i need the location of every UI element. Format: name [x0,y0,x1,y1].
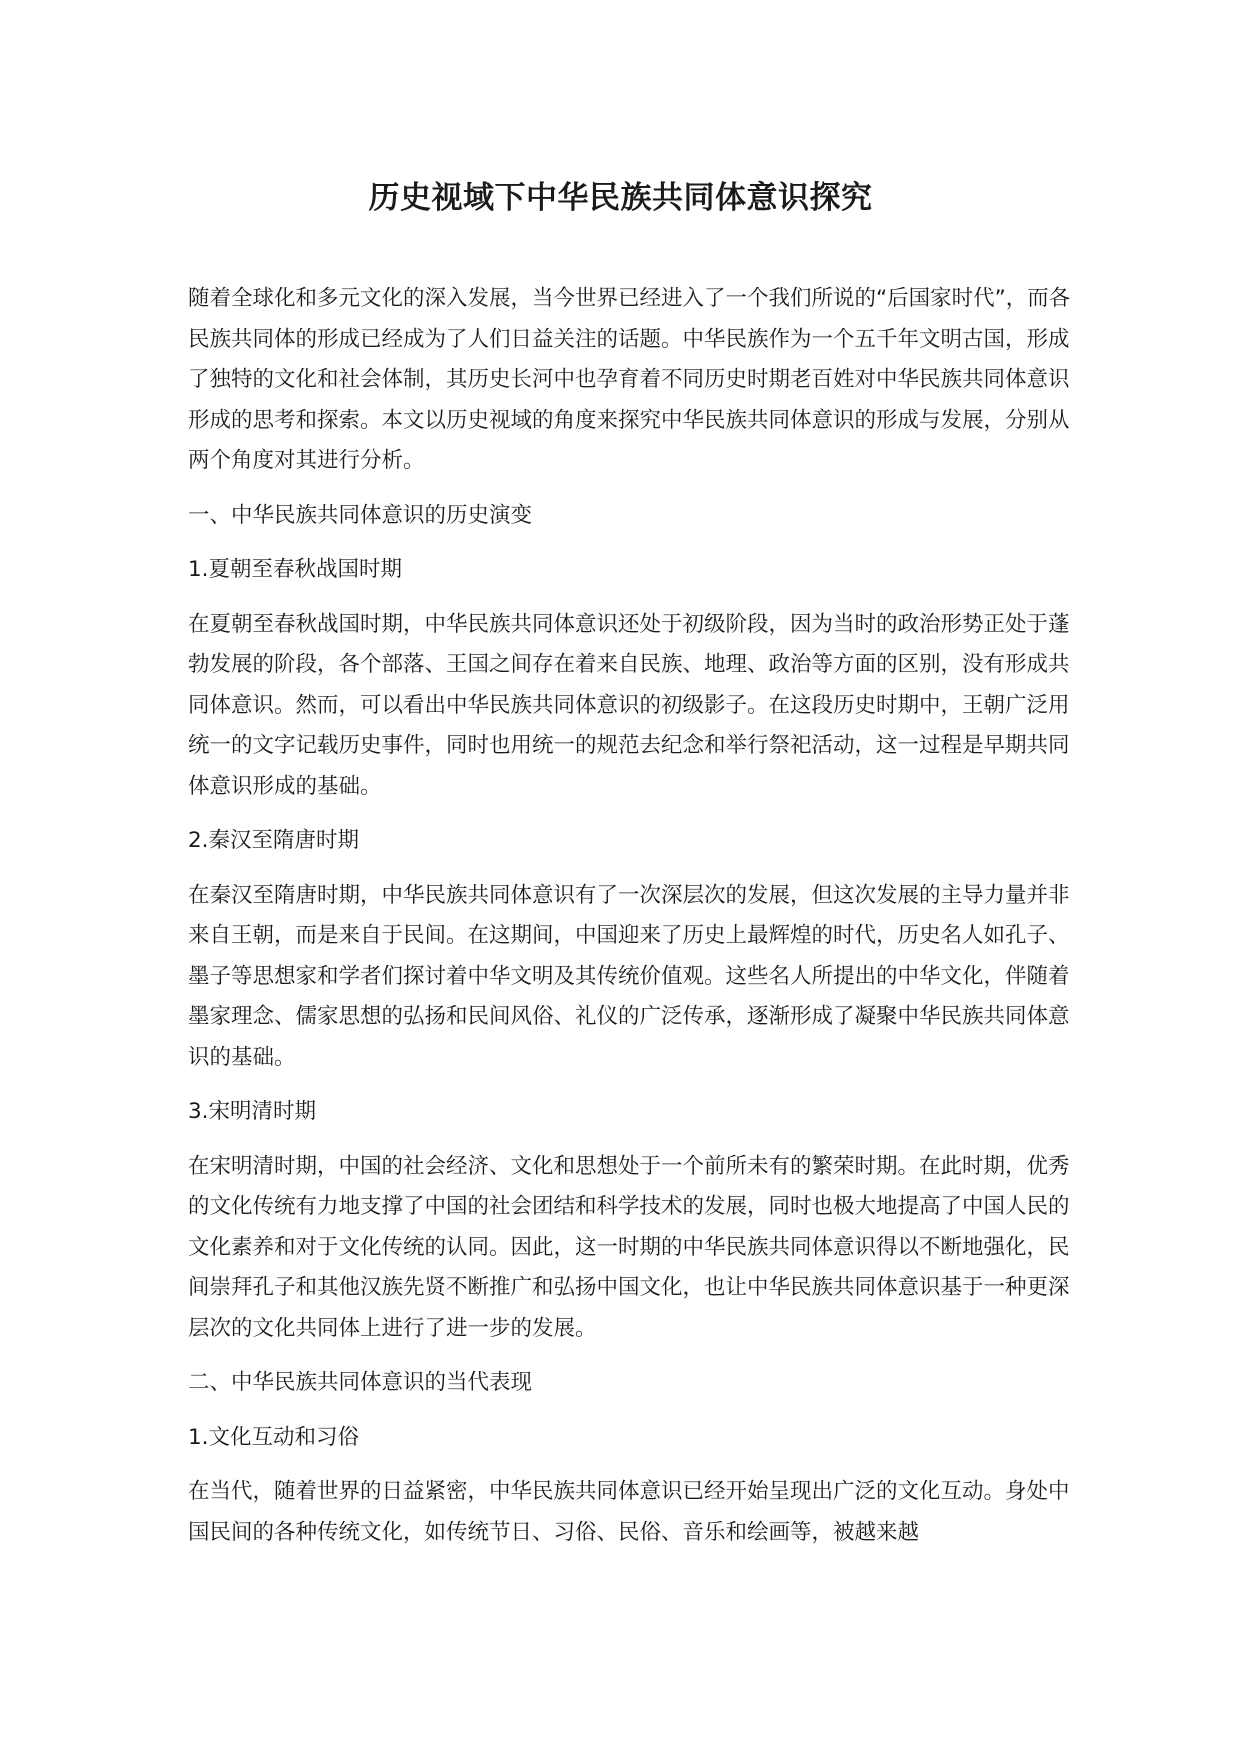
paragraph-intro: 随着全球化和多元文化的深入发展，当今世界已经进入了一个我们所说的“后国家时代”，而各民族共同体的形成已经成为了人们日益关注的话题。中华民族作为一个五千年文明古国，形成了独特的文化和社会体制，其历史长河中也孕育着不同历史时期老百姓对中华民族共同体意识形成的思考和探索。本文以历史视域的角度来探究中华民族共同体意识的形成与发展，分别从两个角度对其进行分析。 [188,286,1071,473]
subheading-qin-sui-tang: 2.秦汉至隋唐时期 [188,828,360,853]
section-heading-contemporary: 二、中华民族共同体意识的当代表现 [188,1370,533,1395]
document-body [188,279,1088,1567]
document-title: 历史视域下中华民族共同体意识探究 [368,180,873,216]
paragraph-cultural-interaction: 在当代，随着世界的日益紧密，中华民族共同体意识已经开始呈现出广泛的文化互动。身处中国民间的各种传统文化，如传统节日、习俗、民俗、音乐和绘画等，被越来越 [188,1479,1070,1545]
paragraph-song-ming-qing: 在宋明清时期，中国的社会经济、文化和思想处于一个前所未有的繁荣时期。在此时期，优秀的文化传统有力地支撑了中国的社会团结和科学技术的发展，同时也极大地提高了中国人民的文化素养和对于文化传统的认同。因此，这一时期的中华民族共同体意识得以不断地强化，民间崇拜孔子和其他汉族先贤不断推广和弘扬中国文化，也让中华民族共同体意识基于一种更深层次的文化共同体上进行了进一步的发展。 [188,1153,1070,1341]
subheading-cultural-interaction: 1.文化互动和习俗 [188,1424,360,1450]
section-heading-history: 一、中华民族共同体意识的历史演变 [188,502,533,528]
paragraph-xia-warring-states: 在夏朝至春秋战国时期，中华民族共同体意识还处于初级阶段，因为当时的政治形势正处于蓬勃发展的阶段，各个部落、王国之间存在着来自民族、地理、政治等方面的区别，没有形成共同体意识。然而，可以看出中华民族共同体意识的初级影子。在这段历史时期中，王朝广泛用统一的文字记载历史事件，同时也用统一的规范去纪念和举行祭祀活动，这一过程是早期共同体意识形成的基础。 [188,611,1070,799]
subheading-song-ming-qing: 3.宋明清时期 [188,1099,317,1124]
paragraph-qin-sui-tang: 在秦汉至隋唐时期，中华民族共同体意识有了一次深层次的发展，但这次发展的主导力量并非来自王朝，而是来自于民间。在这期间，中国迎来了历史上最辉煌的时代，历史名人如孔子、墨子等思想家和学者们探讨着中华文明及其传统价值观。这些名人所提出的中华文化，伴随着墨家理念、儒家思想的弘扬和民间风俗、礼仪的广泛传承，逐渐形成了凝聚中华民族共同体意识的基础。 [188,882,1070,1070]
subheading-xia-warring-states: 1.夏朝至春秋战国时期 [188,557,403,582]
